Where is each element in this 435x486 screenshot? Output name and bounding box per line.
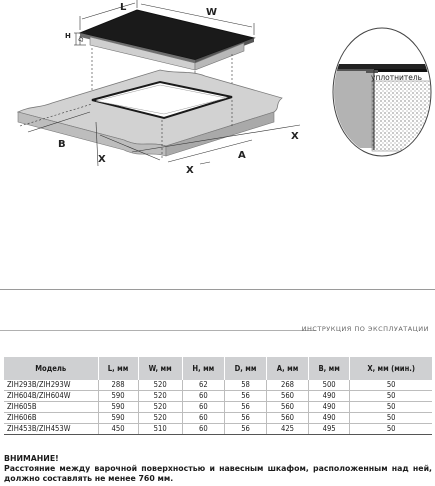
table-cell: 60	[182, 424, 224, 435]
warning-note	[4, 454, 432, 484]
dimensions-table	[4, 357, 432, 435]
manual-header: ИНСТРУКЦИЯ ПО ЭКСПЛУАТАЦИИ	[301, 325, 429, 333]
table-row	[4, 424, 432, 435]
header-rule	[0, 330, 316, 331]
dim-label-X-left: X	[98, 154, 106, 165]
col-header-D: D, мм	[224, 357, 266, 380]
table-cell: 56	[224, 413, 266, 424]
table-cell: 560	[267, 402, 309, 413]
table-cell: 288	[98, 380, 138, 391]
seal-label: уплотнитель	[371, 73, 423, 82]
warning-title: ВНИМАНИЕ!	[4, 454, 59, 463]
table-row	[4, 402, 432, 413]
col-header-A: A, мм	[267, 357, 309, 380]
table-cell: 268	[267, 380, 309, 391]
table-cell: 56	[224, 424, 266, 435]
model-cell: ZIH453B/ZIH453W	[4, 424, 98, 435]
table-cell: 62	[182, 380, 224, 391]
col-header-H: H, мм	[182, 357, 224, 380]
table-cell: 56	[224, 391, 266, 402]
table-cell: 560	[267, 391, 309, 402]
col-header-L: L, мм	[98, 357, 138, 380]
col-header-model: Модель	[4, 357, 98, 380]
model-cell: ZIH606B	[4, 413, 98, 424]
table-cell: 490	[308, 402, 349, 413]
table-cell: 56	[224, 402, 266, 413]
installation-diagram	[0, 0, 435, 240]
col-header-W: W, мм	[138, 357, 182, 380]
dim-label-X-right: X	[291, 131, 299, 142]
col-header-B: B, мм	[308, 357, 349, 380]
table-cell: 425	[267, 424, 309, 435]
dim-label-H: H	[65, 32, 71, 40]
table-cell: 520	[138, 413, 182, 424]
table-cell: 60	[182, 413, 224, 424]
table-row	[4, 391, 432, 402]
dim-label-L: L	[120, 2, 127, 13]
table-cell: 50	[350, 402, 432, 413]
table-cell: 490	[308, 413, 349, 424]
installation-diagram-svg	[0, 0, 435, 240]
table-cell: 58	[224, 380, 266, 391]
table-cell: 590	[98, 402, 138, 413]
table-cell: 520	[138, 391, 182, 402]
table-header-row	[4, 357, 432, 380]
table-cell: 50	[350, 424, 432, 435]
model-cell: ZIH605B	[4, 402, 98, 413]
hob-panel	[77, 10, 254, 70]
table-cell: 490	[308, 391, 349, 402]
model-cell: ZIH604B/ZIH604W	[4, 391, 98, 402]
dim-label-B: B	[58, 139, 66, 150]
table-cell: 450	[98, 424, 138, 435]
table-cell: 520	[138, 380, 182, 391]
table-cell: 50	[350, 391, 432, 402]
table-cell: 50	[350, 413, 432, 424]
table-cell: 500	[308, 380, 349, 391]
table-row	[4, 413, 432, 424]
table-cell: 590	[98, 391, 138, 402]
seal-detail-circle	[330, 28, 432, 156]
dim-label-X-mid: X	[186, 165, 194, 176]
table-cell: 520	[138, 402, 182, 413]
table-cell: 510	[138, 424, 182, 435]
dim-label-W: W	[206, 7, 218, 18]
col-header-X: X, мм (мин.)	[350, 357, 432, 380]
table-row	[4, 380, 432, 391]
dim-label-A: A	[238, 150, 246, 161]
table-cell: 560	[267, 413, 309, 424]
section-separator	[0, 289, 435, 290]
dim-label-D: D	[77, 36, 86, 43]
table-cell: 60	[182, 391, 224, 402]
model-cell: ZIH293B/ZIH293W	[4, 380, 98, 391]
table-cell: 495	[308, 424, 349, 435]
table-cell: 50	[350, 380, 432, 391]
table-cell: 590	[98, 413, 138, 424]
warning-text: Расстояние между варочной поверхностью и навесным шкафом, расположенным над ней, должно составлять не менее 760 мм.	[4, 464, 432, 483]
table-cell: 60	[182, 402, 224, 413]
